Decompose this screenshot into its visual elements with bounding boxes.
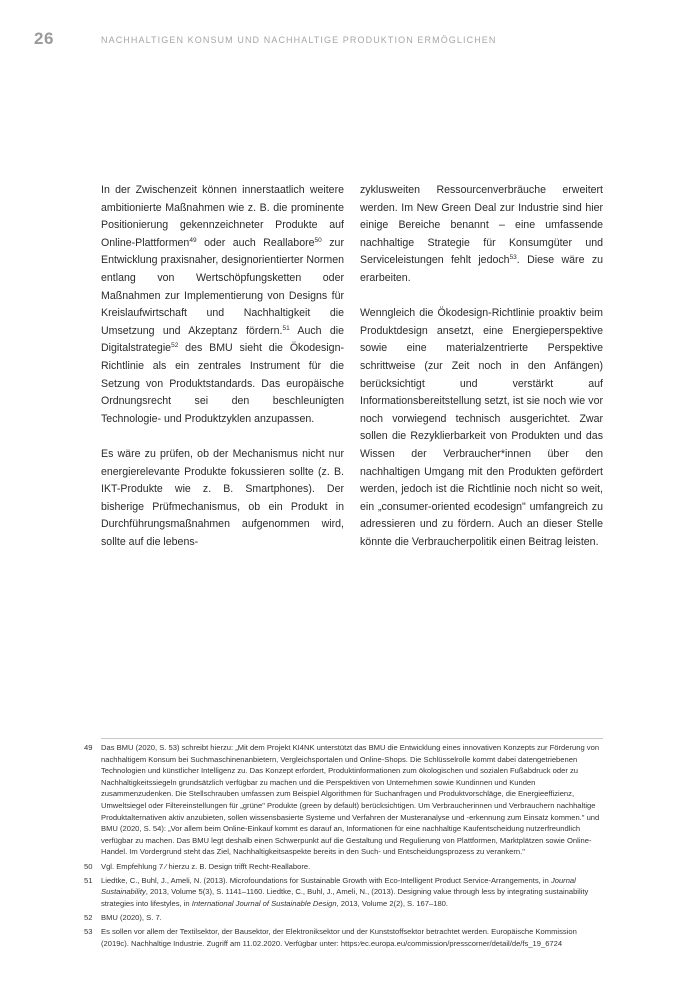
footnote-ref-53[interactable]: 53 [509, 254, 517, 262]
footnote-50 [84, 861, 604, 873]
footnote-49 [84, 742, 604, 858]
paragraph-right-2: Wenngleich die Ökodesign-Richtlinie proaktiv beim Produktdesign ansetzt, eine Energieperspektive sowie eine materialzentrierte Perspektive schrittweise (zur Zeit noch in den Anfängen) berücksichtigt und verstärkt auf Informationsbereitstellung setzt, ist sie noch wie vor noch vorwiegend technisch ausgerichtet. Zwar sollen die Rezyklierbarkeit von Produkten und das Wissen der Verbraucher*innen über den nachhaltigen Umgang mit den Produkten gefördert werden, jedoch ist die Richtlinie noch nicht so weit, ein „consumer-oriented ecodesign" umfangreich zu adressieren und zu fördern. Auch an dieser Stelle könnte die Verbraucherpolitik einen Beitrag leisten. [360, 307, 603, 548]
journal-title: International Journal of Sustainable Design [191, 898, 337, 908]
page-number: 26 [34, 29, 54, 48]
paragraph-right-1 [360, 182, 603, 288]
footnote-text: BMU (2020), S. 7. [101, 913, 162, 923]
footnote-number: 49 [84, 743, 93, 752]
journal-title: Journal Sustainability [101, 875, 576, 897]
footnotes [84, 742, 604, 952]
footnote-number: 50 [84, 861, 93, 871]
paragraph-text: . Diese wäre zu erarbeiten. [360, 254, 604, 284]
body-column-left [101, 182, 344, 569]
footnote-text: Das BMU (2020, S. 53) schreibt hierzu: „Mit dem Projekt KI4NK unterstützt das BMU die Entwicklung eines innovativen Konzepts zur Förderung von nachhaltigem Konsum bei Suchmaschinenanbietern, Vergleichsportalen und Online-Shops. Die Schlüsselrolle kommt dabei datengetriebenen Technologien und künstlicher Intelligenz zu. Das Konzept erfordert, Produktinformationen zum ökologischen und sozialen Fußabdruck oder zu Nachhaltigkeitssiegeln grundsätzlich verfügbar zu machen und die Perspektiven von Unternehmen sowie Kundinnen und Kunden zusammenzudenken. Die Stellschrauben umfassen zum Beispiel Algorithmen für Suchanfragen und Produktvorschläge, die Energieeffizienz, Umweltsiegel oder Filtereinstellungen für „grüne" Produkte (green by default) berücksichtigen. Um Verbraucherinnen und Verbrauchern nachhaltige Produktalternativen aktiv anzubieten, sollen wissensbasierte Systeme und Verfahren der Musteranalyse und -erkennung zum Einsatz kommen." und BMU (2020, S. 54): „Vor allem beim Online-Einkauf kommt es darauf an, Informationen für eine nachhaltige Kaufentscheidung nutzerfreundlich verfügbar zu machen. Das BMU legt deshalb einen Schwerpunkt auf die Gestaltung und Regulierung von Plattformen, Marktplätzen sowie Online-Handel. Im Vordergrund steht das Ziel, Nachhaltigkeitsaspekte bereits in den Such- und Entscheidungsprozess zu verankern." [101, 743, 600, 857]
footnote-divider [101, 738, 603, 739]
paragraph-text: des BMU sieht die Ökodesign-Richtlinie als ein zentrales Instrument für die Setzung von Produktstandards. Das europäische Ordnungsrecht sei den beschleunigten Technologie- und Produktzyklen anzupassen. [101, 342, 344, 425]
footnote-ref-51[interactable]: 51 [282, 324, 290, 332]
footnote-text[interactable]: Es sollen vor allem der Textilsektor, der Bausektor, der Elektroniksektor und der Kunststoffsektor betrachtet werden. Europäische Kommission (2019c). Nachhaltige Industrie. Zugriff am 11.02.2020. Verfügbar unter: https:⁄ec.europa.eu/commission/presscorner/detail/de/fs_19_6724 [101, 927, 577, 948]
footnote-53 [84, 926, 604, 949]
footnote-text-part: , 2013, Volume 5(3), S. 1141–1160. Liedtke, C., Buhl, J., Ameli, N., (2013). Designing value through less by integrating sustainability strategies into lifestyles, in [101, 887, 589, 908]
footnote-ref-49[interactable]: 49 [189, 236, 197, 244]
footnote-ref-52[interactable]: 52 [171, 342, 179, 350]
footnote-ref-50[interactable]: 50 [314, 236, 322, 244]
running-title: NACHHALTIGEN KONSUM UND NACHHALTIGE PRODUKTION ERMÖGLICHEN [101, 35, 497, 45]
paragraph-text: zyklusweiten Ressourcenverbräuche erweitert werden. Im New Green Deal zur Industrie sind hier einige Bereiche benannt – eine umfassende nachhaltige Strategie für Konsumgüter und Serviceleistungen fehlt jedoch [360, 184, 603, 267]
footnote-text [101, 875, 604, 910]
paragraph-text: zur Entwicklung praxisnaher, designorientierter Normen entlang von Wertschöpfungsketten oder Maßnahmen zur Implementierung von Designs für Kreislaufwirtschaft und Nachhaltigkeit die Umsetzung und Akzeptanz fördern. [101, 236, 344, 337]
footnote-number: 51 [84, 875, 93, 885]
footnote-text-part: Liedtke, C., Buhl, J., Ameli, N. (2013). Microfoundations for Sustainable Growth with Eco-Intelligent Product Service-Arrangements, in [101, 875, 551, 885]
paragraph-left-1 [101, 182, 344, 428]
footnote-51 [84, 875, 604, 910]
paragraph-left-2: Es wäre zu prüfen, ob der Mechanismus nicht nur energierelevante Produkte fokussieren sollte (z. B. IKT-Produkte wie z. B. Smartphones). Der bisherige Prüfmechanismus, ob ein Produkt in Durchführungsmaßnahmen aufgenommen wird, sollte auf die lebens- [101, 447, 344, 548]
footnote-52 [84, 912, 604, 924]
paragraph-text: Auch die Digitalstrategie [101, 324, 344, 355]
footnote-text-part: , 2013, Volume 2(2), S. 167–180. [336, 898, 448, 908]
footnote-number: 53 [84, 927, 93, 937]
paragraph-text: In der Zwischenzeit können innerstaatlich weitere ambitionierte Maßnahmen wie z. B. die prominente Positionierung gekennzeichneter Produkte auf Online-Plattformen [101, 184, 344, 249]
body-column-right [360, 182, 603, 569]
footnote-number: 52 [84, 913, 93, 923]
footnote-text: Vgl. Empfehlung 7 ⁄ hierzu z. B. Design trifft Recht-Reallabore. [101, 861, 311, 871]
paragraph-text: oder auch Reallabore [196, 236, 315, 249]
